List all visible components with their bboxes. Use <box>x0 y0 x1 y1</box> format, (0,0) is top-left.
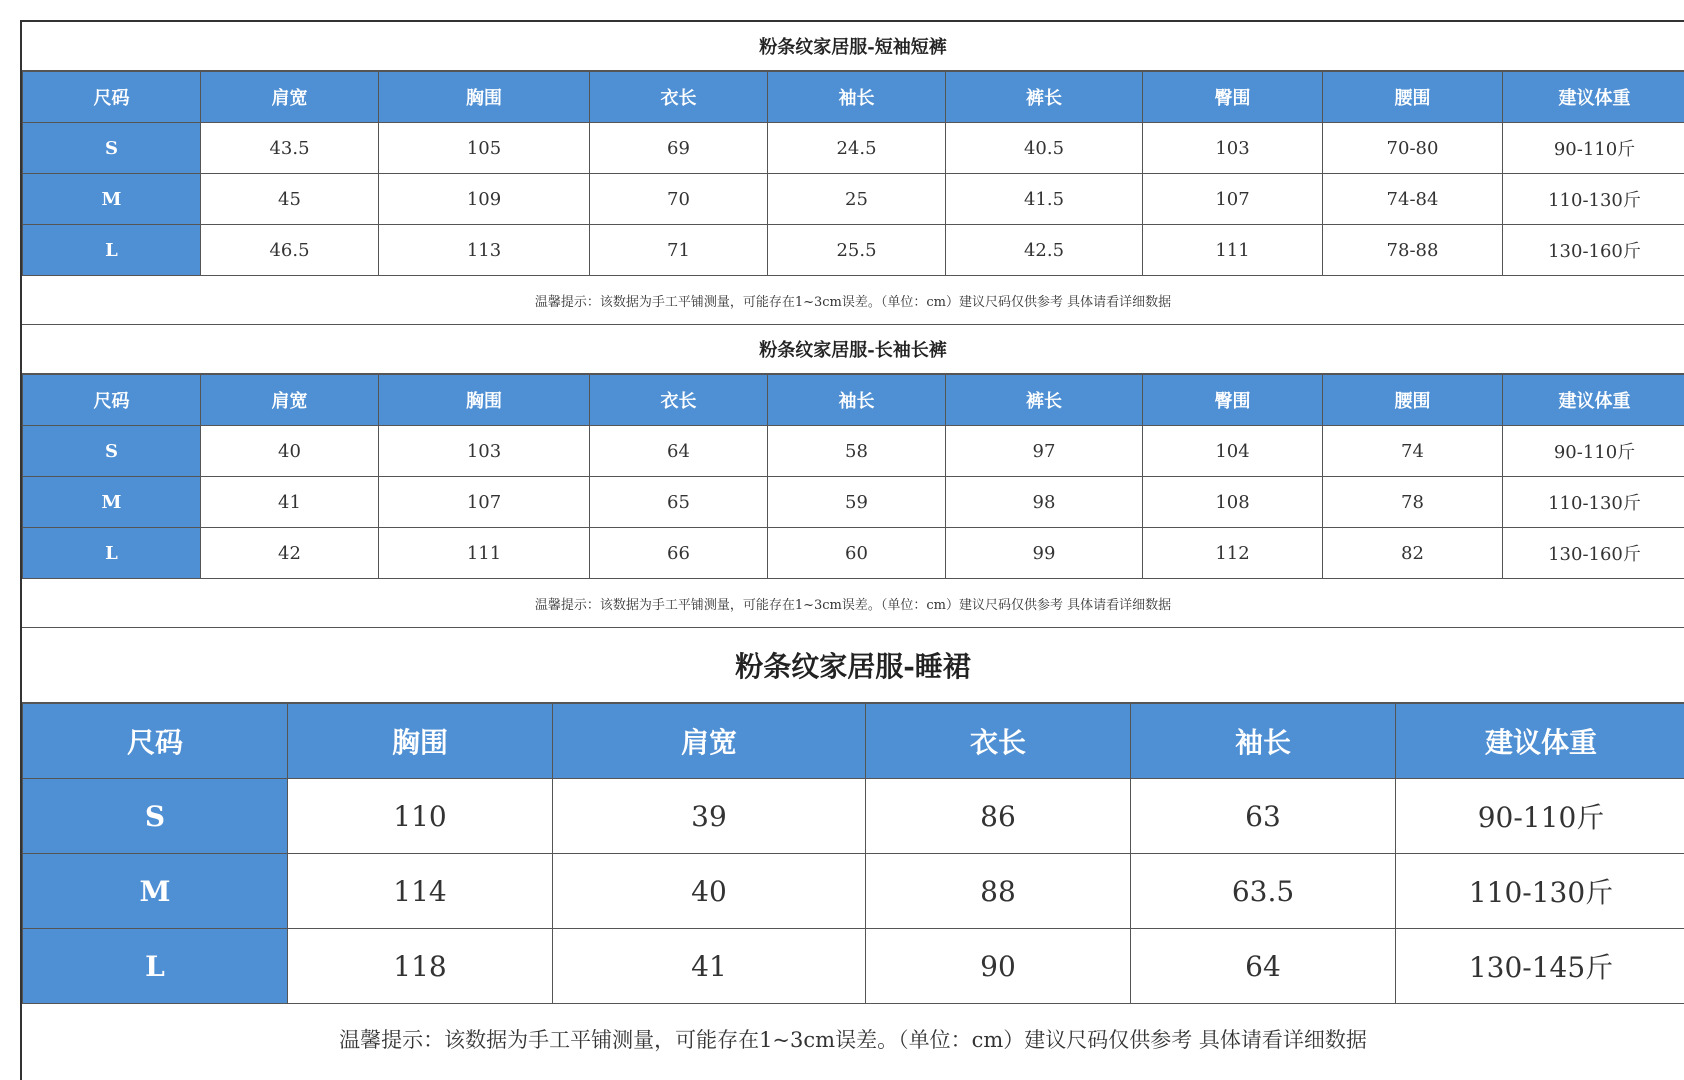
table-cell: 98 <box>946 477 1143 528</box>
table-header-row <box>23 375 1684 426</box>
table-cell: 60 <box>768 528 946 579</box>
table-cell: 71 <box>590 225 768 276</box>
header-cell: 袖长 <box>1131 704 1396 779</box>
size-cell: L <box>23 225 201 276</box>
table-cell: 66 <box>590 528 768 579</box>
header-cell: 尺码 <box>23 375 201 426</box>
table-row <box>23 528 1684 579</box>
table-cell: 46.5 <box>201 225 379 276</box>
header-cell: 袖长 <box>768 72 946 123</box>
table-cell: 41 <box>553 929 866 1004</box>
table-cell: 103 <box>379 426 590 477</box>
table-cell: 99 <box>946 528 1143 579</box>
table-title-long-sleeve: 粉条纹家居服-长袖长裤 <box>22 325 1684 374</box>
table-header-row <box>23 72 1684 123</box>
header-cell: 建议体重 <box>1503 72 1684 123</box>
table-cell: 42 <box>201 528 379 579</box>
header-cell: 袖长 <box>768 375 946 426</box>
table-row <box>23 426 1684 477</box>
table-cell: 40 <box>553 854 866 929</box>
measurement-note: 温馨提示：该数据为手工平铺测量，可能存在1~3cm误差。（单位：cm）建议尺码仅供参考 具体请看详细数据 <box>339 1028 1367 1052</box>
table-cell: 70 <box>590 174 768 225</box>
size-cell: S <box>23 779 288 854</box>
table-row <box>23 854 1684 929</box>
table-cell: 41 <box>201 477 379 528</box>
table-cell: 130-160斤 <box>1503 225 1684 276</box>
size-table-nightdress <box>22 703 1684 1004</box>
header-cell: 衣长 <box>590 72 768 123</box>
size-cell: M <box>23 854 288 929</box>
size-table-short-sleeve <box>22 71 1684 276</box>
header-cell: 衣长 <box>866 704 1131 779</box>
table-cell: 90-110斤 <box>1503 123 1684 174</box>
table-row <box>23 779 1684 854</box>
table-cell: 65 <box>590 477 768 528</box>
table-cell: 107 <box>1143 174 1323 225</box>
header-cell: 肩宽 <box>201 375 379 426</box>
header-cell: 肩宽 <box>553 704 866 779</box>
header-cell: 肩宽 <box>201 72 379 123</box>
table-cell: 110-130斤 <box>1503 477 1684 528</box>
table-cell: 74-84 <box>1323 174 1503 225</box>
table-cell: 78 <box>1323 477 1503 528</box>
size-cell: M <box>23 174 201 225</box>
table-cell: 63 <box>1131 779 1396 854</box>
table-cell: 41.5 <box>946 174 1143 225</box>
table-cell: 130-145斤 <box>1396 929 1684 1004</box>
table-cell: 97 <box>946 426 1143 477</box>
table-cell: 40 <box>201 426 379 477</box>
header-cell: 尺码 <box>23 704 288 779</box>
table-cell: 64 <box>1131 929 1396 1004</box>
table-cell: 130-160斤 <box>1503 528 1684 579</box>
table-cell: 58 <box>768 426 946 477</box>
table-cell: 110-130斤 <box>1396 854 1684 929</box>
header-cell: 胸围 <box>379 72 590 123</box>
table-cell: 24.5 <box>768 123 946 174</box>
table-cell: 25.5 <box>768 225 946 276</box>
table-cell: 42.5 <box>946 225 1143 276</box>
table-cell: 111 <box>379 528 590 579</box>
header-cell: 腰围 <box>1323 72 1503 123</box>
size-cell: L <box>23 528 201 579</box>
measurement-note: 温馨提示：该数据为手工平铺测量，可能存在1~3cm误差。（单位：cm）建议尺码仅供参考 具体请看详细数据 <box>22 276 1684 325</box>
table-cell: 90 <box>866 929 1131 1004</box>
table-header-row <box>23 704 1684 779</box>
table-cell: 82 <box>1323 528 1503 579</box>
header-cell: 胸围 <box>379 375 590 426</box>
size-cell: S <box>23 426 201 477</box>
table-cell: 113 <box>379 225 590 276</box>
header-cell: 衣长 <box>590 375 768 426</box>
table-row <box>23 123 1684 174</box>
header-cell: 裤长 <box>946 375 1143 426</box>
table-cell: 74 <box>1323 426 1503 477</box>
table-cell: 110 <box>288 779 553 854</box>
table-cell: 110-130斤 <box>1503 174 1684 225</box>
header-cell: 臀围 <box>1143 72 1323 123</box>
table-cell: 86 <box>866 779 1131 854</box>
table-cell: 109 <box>379 174 590 225</box>
header-cell: 建议体重 <box>1396 704 1684 779</box>
header-cell: 尺码 <box>23 72 201 123</box>
table-cell: 59 <box>768 477 946 528</box>
table-row <box>23 929 1684 1004</box>
size-cell: L <box>23 929 288 1004</box>
table-cell: 39 <box>553 779 866 854</box>
table-cell: 63.5 <box>1131 854 1396 929</box>
table-cell: 103 <box>1143 123 1323 174</box>
table-cell: 69 <box>590 123 768 174</box>
table-cell: 111 <box>1143 225 1323 276</box>
table-title-nightdress: 粉条纹家居服-睡裙 <box>22 628 1684 703</box>
table-cell: 105 <box>379 123 590 174</box>
table-cell: 90-110斤 <box>1396 779 1684 854</box>
table-row <box>23 174 1684 225</box>
table-cell: 114 <box>288 854 553 929</box>
table-row <box>23 225 1684 276</box>
table-cell: 45 <box>201 174 379 225</box>
header-cell: 胸围 <box>288 704 553 779</box>
header-cell: 建议体重 <box>1503 375 1684 426</box>
header-cell: 裤长 <box>946 72 1143 123</box>
table-cell: 43.5 <box>201 123 379 174</box>
table-row <box>23 477 1684 528</box>
table-cell: 112 <box>1143 528 1323 579</box>
measurement-note: 温馨提示：该数据为手工平铺测量，可能存在1~3cm误差。（单位：cm）建议尺码仅供参考 具体请看详细数据 <box>22 579 1684 628</box>
table-cell: 88 <box>866 854 1131 929</box>
header-cell: 臀围 <box>1143 375 1323 426</box>
size-table-long-sleeve <box>22 374 1684 579</box>
table-cell: 108 <box>1143 477 1323 528</box>
size-cell: M <box>23 477 201 528</box>
table-cell: 78-88 <box>1323 225 1503 276</box>
table-cell: 40.5 <box>946 123 1143 174</box>
table-cell: 104 <box>1143 426 1323 477</box>
size-cell: S <box>23 123 201 174</box>
table-cell: 64 <box>590 426 768 477</box>
table-cell: 118 <box>288 929 553 1004</box>
table-cell: 107 <box>379 477 590 528</box>
table-cell: 90-110斤 <box>1503 426 1684 477</box>
table-cell: 25 <box>768 174 946 225</box>
table-cell: 70-80 <box>1323 123 1503 174</box>
header-cell: 腰围 <box>1323 375 1503 426</box>
table-title-short-sleeve: 粉条纹家居服-短袖短裤 <box>22 22 1684 71</box>
size-chart-sheet <box>20 20 1684 1080</box>
